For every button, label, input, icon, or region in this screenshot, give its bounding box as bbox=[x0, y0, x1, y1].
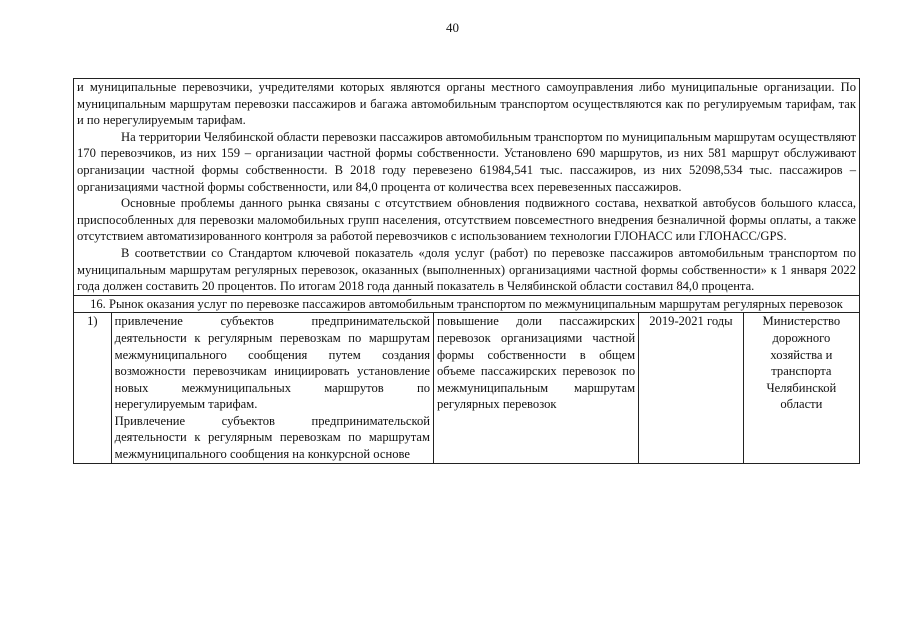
paragraph: Основные проблемы данного рынка связаны с отсутствием обновления подвижного состава, нехваткой автобусов большого класса, приспособленных для перевозки маломобильных групп населения, отсутствием повсеместного внедрения безналичной формы оплаты, а также отсутствием автоматизированного контроля за работой перевозчиков с использованием технологии ГЛОНАСС или ГЛОНАСС/GPS. bbox=[77, 196, 856, 244]
table-row bbox=[74, 313, 860, 463]
action-cell bbox=[111, 313, 433, 463]
executor-cell: Министерство дорожного хозяйства и транспорта Челябинской области bbox=[743, 313, 859, 463]
text-block-row bbox=[74, 79, 860, 296]
period-cell: 2019-2021 годы bbox=[639, 313, 744, 463]
paragraph: В соответствии со Стандартом ключевой показатель «доля услуг (работ) по перевозке пассажиров автомобильным транспортом по муниципальным маршрутам регулярных перевозок, оказанных (выполненных) организациями частной формы собственности» к 1 января 2022 года должен составить 20 процентов. По итогам 2018 года данный показатель в Челябинской области составил 84,0 процента. bbox=[77, 245, 856, 294]
action-text: Привлечение субъектов предпринимательской деятельности к регулярным перевозкам по маршрутам межмуниципального сообщения на конкурсной основе bbox=[114, 413, 430, 462]
paragraph: На территории Челябинской области перевозки пассажиров автомобильным транспортом по муниципальным маршрутам осуществляют 170 перевозчиков, из них 159 – организации частной формы собственности. Установлено 690 маршрутов, из них 581 маршрут обслуживают организации частной формы собственности. В 2018 году перевезено 61984,541 тыс. пассажиров, из них 52098,534 тыс. пассажиров – организациями частной формы собственности, или 84,0 процента от количества всех перевезенных пассажиров. bbox=[77, 129, 856, 194]
row-number: 1) bbox=[74, 313, 112, 463]
page-number: 40 bbox=[446, 20, 459, 35]
program-table bbox=[73, 78, 860, 464]
section-heading-row bbox=[74, 295, 860, 313]
paragraph: и муниципальные перевозчики, учредителями которых являются органы местного самоуправления либо муниципальные организации. По муниципальным маршрутам перевозки пассажиров и багажа автомобильным транспортом осуществляются как по регулируемым тарифам, так и по нерегулируемым тарифам. bbox=[77, 80, 856, 128]
indicator-cell bbox=[434, 313, 639, 463]
section-heading: 16. Рынок оказания услуг по перевозке пассажиров автомобильным транспортом по межмуниципальным маршрутам регулярных перевозок bbox=[74, 295, 860, 313]
text-block bbox=[74, 79, 860, 296]
indicator-text: повышение доли пассажирских перевозок организациями частной формы собственности в общем объеме пассажирских перевозок по межмуниципальным маршрутам регулярных перевозок bbox=[437, 314, 636, 412]
action-text: привлечение субъектов предпринимательской деятельности к регулярным перевозкам по маршрутам межмуниципального сообщения путем создания возможности перевозчикам инициировать установление новых межмуниципальных маршрутов по нерегулируемым тарифам. bbox=[114, 314, 430, 412]
